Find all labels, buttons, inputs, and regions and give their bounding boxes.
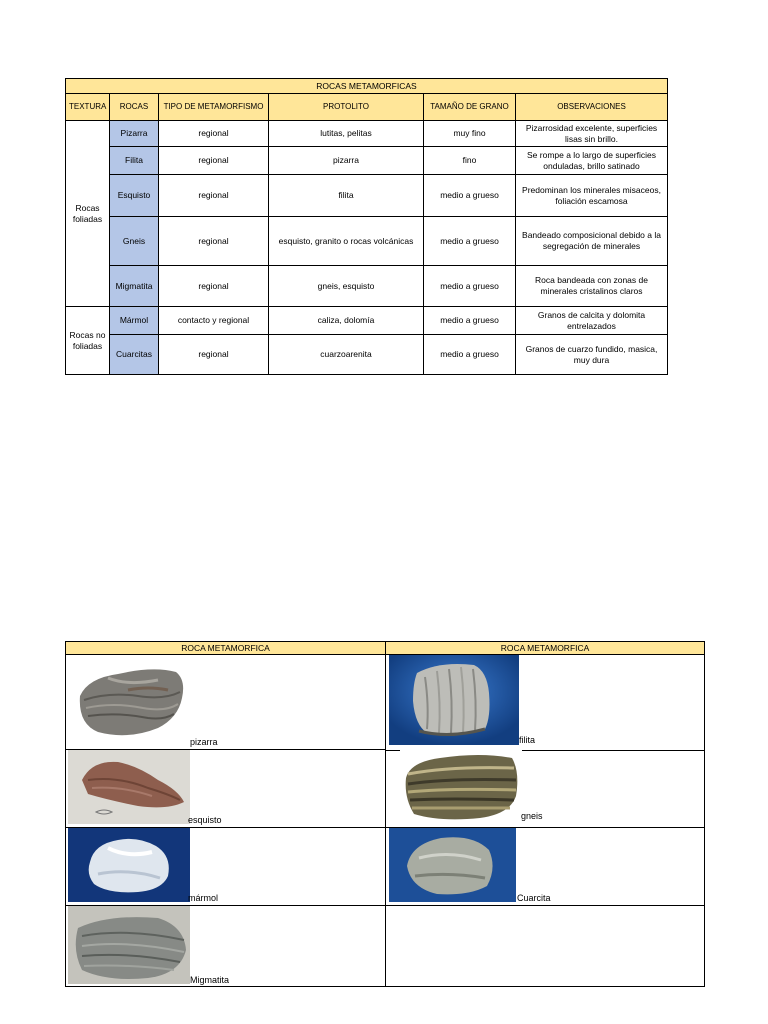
caption-cuarcita: Cuarcita <box>517 893 551 903</box>
column-divider <box>385 642 386 986</box>
observations: Pizarrosidad excelente, superficies lisas sin brillo. <box>516 121 668 147</box>
rock-name: Gneis <box>110 217 159 266</box>
table-row <box>66 147 668 175</box>
header-tipo: TIPO DE METAMORFISMO <box>159 94 269 121</box>
table-row <box>66 121 668 147</box>
protolith: pizarra <box>269 147 424 175</box>
protolith: lutitas, pelitas <box>269 121 424 147</box>
observations: Granos de calcita y dolomita entrelazados <box>516 307 668 335</box>
metamorphism-type: regional <box>159 217 269 266</box>
grain-size: medio a grueso <box>424 217 516 266</box>
table-row <box>66 266 668 307</box>
gneis-photo <box>400 748 522 826</box>
rock-name: Cuarcitas <box>110 335 159 375</box>
grain-size: muy fino <box>424 121 516 147</box>
observations: Granos de cuarzo fundido, masica, muy dura <box>516 335 668 375</box>
metamorphism-type: regional <box>159 175 269 217</box>
protolith: esquisto, granito o rocas volcánicas <box>269 217 424 266</box>
metamorphism-type: regional <box>159 121 269 147</box>
grain-size: medio a grueso <box>424 266 516 307</box>
photos-header-right: ROCA METAMORFICA <box>386 642 704 655</box>
header-observaciones: OBSERVACIONES <box>516 94 668 121</box>
metamorphism-type: regional <box>159 266 269 307</box>
metamorphism-type: regional <box>159 147 269 175</box>
observations: Bandeado composicional debido a la segregación de minerales <box>516 217 668 266</box>
caption-migmatita: Migmatita <box>190 975 230 985</box>
rock-name: Mármol <box>110 307 159 335</box>
header-rocas: ROCAS <box>110 94 159 121</box>
header-textura: TEXTURA <box>66 94 110 121</box>
rock-name: Pizarra <box>110 121 159 147</box>
caption-pizarra: pizarra <box>190 737 218 747</box>
observations: Se rompe a lo largo de superficies onduladas, brillo satinado <box>516 147 668 175</box>
protolith: cuarzoarenita <box>269 335 424 375</box>
rock-name: Filita <box>110 147 159 175</box>
grain-size: medio a grueso <box>424 335 516 375</box>
observations: Predominan los minerales misaceos, foliación escamosa <box>516 175 668 217</box>
metamorphism-type: contacto y regional <box>159 307 269 335</box>
table-row <box>66 307 668 335</box>
header-grano: TAMAÑO DE GRANO <box>424 94 516 121</box>
esquisto-photo <box>68 750 190 824</box>
metamorphic-rocks-table <box>65 78 668 375</box>
group-foliadas: Rocas foliadas <box>66 121 110 307</box>
table-row <box>66 175 668 217</box>
grain-size: fino <box>424 147 516 175</box>
group-no-foliadas: Rocas no foliadas <box>66 307 110 375</box>
header-protolito: PROTOLITO <box>269 94 424 121</box>
observations: Roca bandeada con zonas de minerales cristalinos claros <box>516 266 668 307</box>
caption-filita: filita <box>519 735 536 745</box>
marmol-photo <box>68 828 190 902</box>
table-title: ROCAS METAMORFICAS <box>66 79 668 94</box>
grain-size: medio a grueso <box>424 307 516 335</box>
caption-gneis: gneis <box>521 811 543 821</box>
metamorphism-type: regional <box>159 335 269 375</box>
filita-photo <box>389 655 519 745</box>
rock-name: Migmatita <box>110 266 159 307</box>
rock-name: Esquisto <box>110 175 159 217</box>
table-row <box>66 335 668 375</box>
pizarra-photo <box>68 656 190 742</box>
rock-photos-table <box>65 641 705 987</box>
migmatita-photo <box>68 906 190 984</box>
protolith: filita <box>269 175 424 217</box>
grain-size: medio a grueso <box>424 175 516 217</box>
caption-marmol: mármol <box>188 893 219 903</box>
caption-esquisto: esquisto <box>188 815 222 825</box>
table-row <box>66 217 668 266</box>
protolith: gneis, esquisto <box>269 266 424 307</box>
protolith: caliza, dolomía <box>269 307 424 335</box>
cuarcita-photo <box>389 828 516 902</box>
photos-header-left: ROCA METAMORFICA <box>66 642 385 655</box>
